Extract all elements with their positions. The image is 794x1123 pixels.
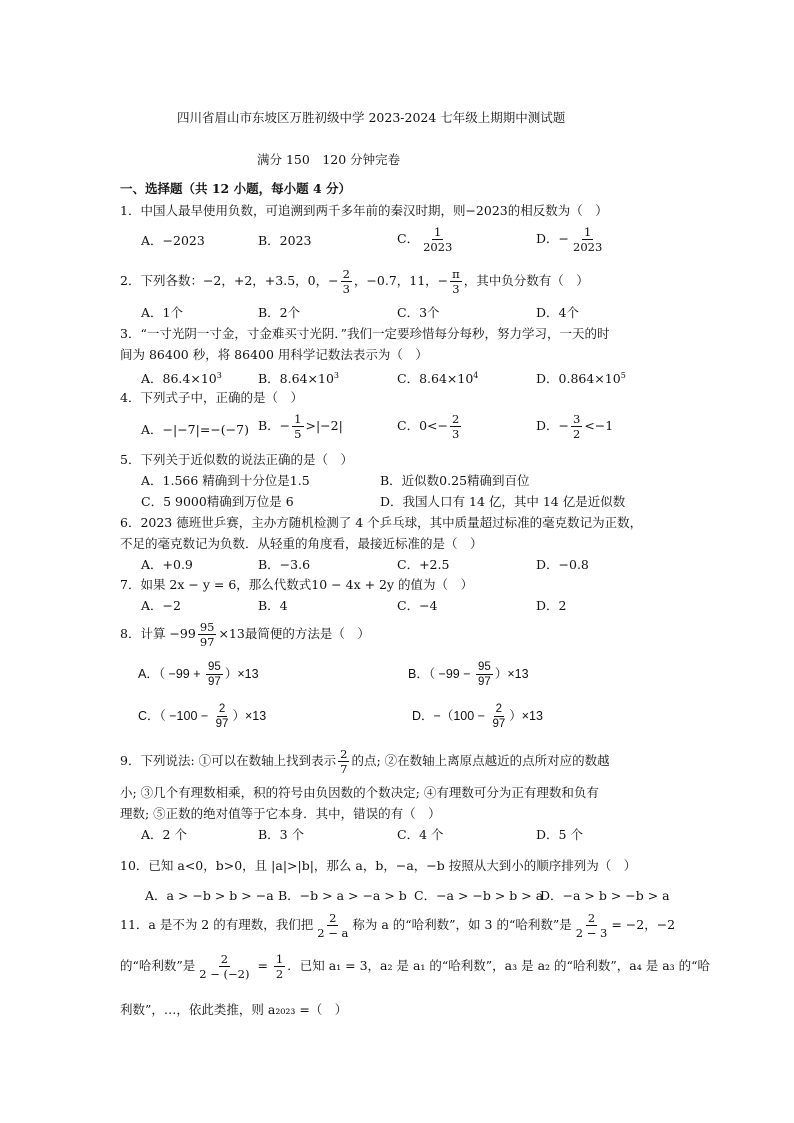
q11-fraction-2: $\frac{2}{2 - 3}$ [575, 911, 608, 941]
q10-option-c: C．−a > −b > b > a [414, 888, 544, 903]
q7-option-b: B．4 [258, 598, 288, 613]
q1-d-fraction: $\frac{1}{2023}$ [573, 225, 603, 255]
q2-fraction-2: $\frac{\pi}{3}$ [452, 267, 460, 297]
question-8-stem: 8．计算 −99 $\frac{95}{97}$ ×13最简便的方法是（ ） [120, 620, 370, 650]
q6-option-b: B．−3.6 [258, 557, 311, 572]
q10-option-d: D．−a > b > −b > a [540, 888, 670, 903]
q1-option-c-label: C． [397, 231, 420, 247]
q8-stem-fraction: $\frac{95}{97}$ [199, 620, 215, 650]
q2-fraction-1: $\frac{2}{3}$ [342, 267, 350, 297]
q3-option-d: D．$0.864\times 10^5$ [536, 371, 626, 387]
q9-option-b: B．3 个 [258, 827, 305, 842]
q4-option-b: B．− $\frac{1}{5}$ >|−2| [258, 412, 343, 442]
q3-option-b: B．$8.64\times 10^3$ [258, 371, 339, 387]
doc-title: 四川省眉山市东坡区万胜初级中学 2023-2024 七年级上期期中测试题 [177, 110, 566, 125]
q8-option-d: D．−（100 − $\frac{2}{97}$ ）×13 [412, 703, 543, 731]
q11-fraction-1: $\frac{2}{2 - a}$ [317, 911, 349, 941]
question-6-line-1: 6．2023 德班世乒赛，主办方随机检测了 4 个乒乓球，其中质量超过标准的毫克数记为正数， [120, 515, 643, 530]
q8-d-fraction: $\frac{2}{97}$ [492, 703, 506, 731]
q2-option-d: D．4个 [536, 305, 579, 320]
question-11-line-1: 11．a 是不为 2 的有理数，我们把 $\frac{2}{2 - a}$ 称为 a 的“哈利数”，如 3 的“哈利数”是 $\frac{2}{2 - 3}$ = −2，−2 [120, 911, 676, 941]
q8-c-fraction: $\frac{2}{97}$ [215, 703, 229, 731]
question-3-line-2: 间为 86400 秒，将 86400 用科学记数法表示为（ ） [120, 347, 428, 362]
q2-option-b: B．2个 [258, 305, 301, 320]
q8-b-fraction: $\frac{95}{97}$ [478, 661, 491, 689]
q7-option-c: C．−4 [397, 598, 438, 613]
q3-option-c: C．$8.64\times 10^4$ [397, 371, 479, 387]
q8-a-fraction: $\frac{95}{97}$ [208, 661, 221, 689]
q4-option-d: D．− $\frac{3}{2}$ <−1 [536, 412, 614, 442]
q4-b-fraction: $\frac{1}{5}$ [294, 412, 302, 442]
q10-option-a: A．a > −b > b > −a [145, 888, 274, 903]
q7-option-d: D．2 [536, 598, 567, 613]
q4-option-c: C．0<− $\frac{2}{3}$ [397, 412, 460, 442]
q9-option-c: C．4 个 [397, 827, 444, 842]
q7-option-a: A．−2 [141, 598, 181, 613]
q1-option-a: A．−2023 [141, 233, 205, 248]
section-heading: 一、选择题（共 12 小题，每小题 4 分） [120, 181, 352, 196]
question-5-stem: 5．下列关于近似数的说法正确的是（ ） [120, 452, 353, 467]
q6-option-a: A．+0.9 [141, 557, 193, 572]
q1-option-d-label: D．− [536, 231, 569, 247]
q8-option-c: C．（ −100 − $\frac{2}{97}$ ）×13 [138, 703, 267, 731]
q2-option-c: C．3个 [397, 305, 440, 320]
q4-d-fraction: $\frac{3}{2}$ [573, 412, 581, 442]
question-9-line-1: 9．下列说法: ①可以在数轴上找到表示 $\frac{2}{7}$ 的点; ②在数轴上离原点越近的点所对应的数越 [120, 747, 610, 777]
question-7-stem: 7．如果 2x − y = 6，那么代数式10 − 4x + 2y 的值为（ ） [120, 577, 474, 592]
q3-option-a: A．$86.4\times 10^3$ [141, 371, 222, 387]
q1-option-c [397, 226, 456, 253]
question-11-line-2: 的“哈利数”是 $\frac{2}{2 - (-2)}$ = $\frac{1}{2}$ ．已知 a₁ = 3，a₂ 是 a₁ 的“哈利数”，a₃ 是 a₂ 的“哈利数”，a₄ 是 a₃ 的“哈 [120, 952, 711, 982]
q6-option-d: D．−0.8 [536, 557, 589, 572]
q8-option-b: B．（ −99 − $\frac{95}{97}$ ）×13 [408, 661, 529, 689]
question-9-line-3: 理数; ⑤正数的绝对值等于它本身．其中，错误的有（ ） [120, 806, 441, 821]
q5-option-b: B．近似数0.25精确到百位 [380, 473, 530, 488]
q5-option-a: A．1.566 精确到十分位是1.5 [141, 473, 310, 488]
q11-fraction-3: $\frac{2}{2 - (-2)}$ [199, 952, 250, 982]
question-11-line-3: 利数”，…，依此类推，则 a₂₀₂₃ =（ ） [120, 1002, 348, 1017]
q9-option-a: A．2 个 [141, 827, 187, 842]
question-1-stem: 1．中国人最早使用负数，可追溯到两千多年前的秦汉时期，则−2023的相反数为（ ） [120, 203, 608, 218]
q11-fraction-4: $\frac{1}{2}$ [275, 952, 284, 982]
doc-subtitle: 满分 150 120 分钟完卷 [257, 152, 401, 167]
q2-option-a: A．1个 [141, 305, 183, 320]
q1-c-fraction: $\frac{1}{2023}$ [423, 225, 453, 255]
question-6-line-2: 不足的毫克数记为负数．从轻重的角度看，最接近标准的是（ ） [120, 536, 483, 551]
q10-option-b: B．−b > a > −a > b [278, 888, 407, 903]
q1-option-d [536, 226, 606, 253]
question-2-stem: 2．下列各数：−2，+2，+3.5，0，− $\frac{2}{3}$ ，−0.7，11，− $\frac{\pi}{3}$ ，其中负分数有（ ） [120, 267, 589, 297]
question-10-stem: 10．已知 a<0，b>0，且 |a|>|b|，那么 a，b，−a，−b 按照从大到小的顺序排列为（ ） [120, 858, 637, 873]
q5-option-c: C．5 9000精确到万位是 6 [141, 494, 294, 509]
q5-option-d: D．我国人口有 14 亿，其中 14 亿是近似数 [380, 494, 626, 509]
q9-option-d: D．5 个 [536, 827, 583, 842]
q4-c-fraction: $\frac{2}{3}$ [451, 412, 460, 442]
question-3-line-1: 3．“一寸光阴一寸金，寸金难买寸光阴．”我们一定要珍惜每分每秒，努力学习，一天的时 [120, 326, 610, 341]
q9-fraction: $\frac{2}{7}$ [340, 747, 348, 777]
q8-option-a: A．（ −99 + $\frac{95}{97}$ ）×13 [138, 661, 259, 689]
q6-option-c: C．+2.5 [397, 557, 450, 572]
q4-option-a: A．−|−7|=−(−7) [141, 422, 249, 437]
question-4-stem: 4．下列式子中，正确的是（ ） [120, 390, 303, 405]
question-9-line-2: 小; ③几个有理数相乘，积的符号由负因数的个数决定; ④有理数可分为正有理数和负有 [120, 785, 599, 800]
q1-option-b: B．2023 [258, 233, 312, 248]
